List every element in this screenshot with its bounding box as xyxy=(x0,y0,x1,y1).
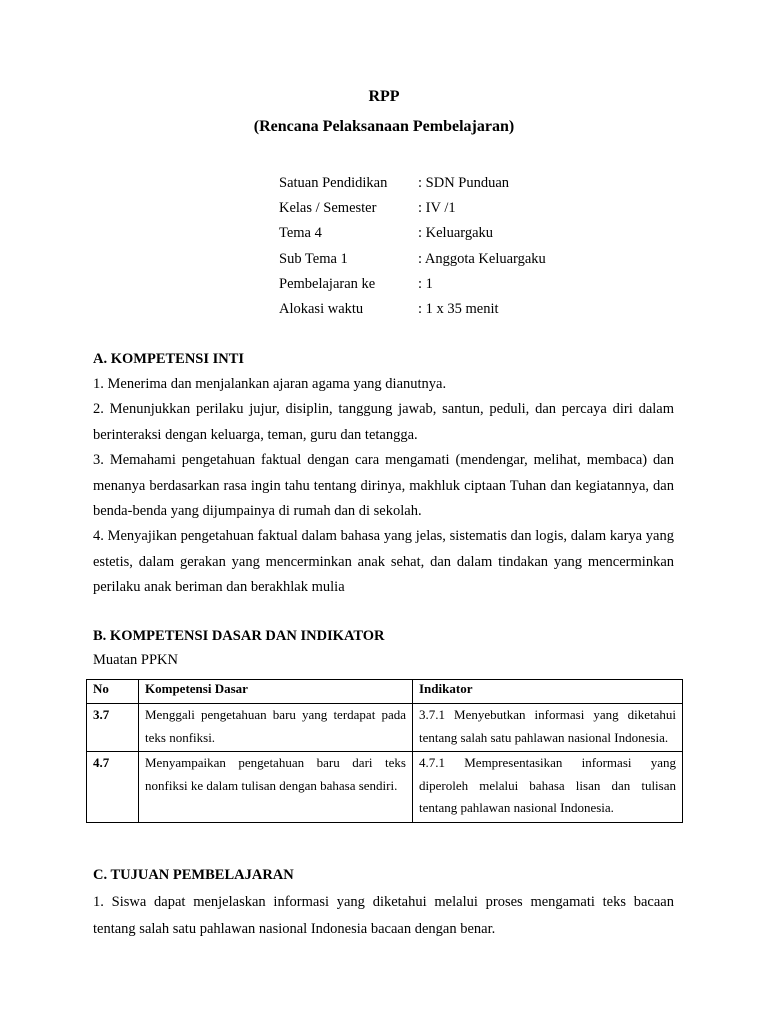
section-b-heading: B. KOMPETENSI DASAR DAN INDIKATOR xyxy=(93,628,385,644)
kompetensi-dasar-table xyxy=(86,679,683,823)
kompetensi-inti-list xyxy=(93,372,674,601)
identity-label: Kelas / Semester xyxy=(279,200,377,217)
identity-row xyxy=(279,300,699,325)
table-row xyxy=(87,704,683,752)
identity-label: Tema 4 xyxy=(279,225,322,242)
document-subtitle: (Rencana Pelaksanaan Pembelajaran) xyxy=(253,118,515,135)
identity-label: Alokasi waktu xyxy=(279,300,364,317)
column-header-kompetensi-dasar: Kompetensi Dasar xyxy=(139,680,413,704)
document-title: RPP xyxy=(368,88,400,105)
column-header-indikator: Indikator xyxy=(413,680,683,704)
tujuan-item: 1. Siswa dapat menjelaskan informasi yang diketahui melalui proses mengamati teks bacaan tentang salah satu pahlawan nasional Indonesia bacaan dengan benar. xyxy=(93,894,674,937)
cell-kompetensi-dasar: Menyampaikan pengetahuan baru dari teks nonfiksi ke dalam tulisan dengan bahasa sendiri. xyxy=(139,752,413,823)
cell-kompetensi-dasar: Menggali pengetahuan baru yang terdapat pada teks nonfiksi. xyxy=(139,704,413,752)
table-row xyxy=(87,752,683,823)
kompetensi-inti-item: 2. Menunjukkan perilaku jujur, disiplin, tanggung jawab, santun, peduli, dan percaya diri dalam berinteraksi dengan keluarga, teman, guru dan tetangga. xyxy=(93,401,674,443)
identity-row xyxy=(279,199,699,224)
kompetensi-inti-item: 1. Menerima dan menjalankan ajaran agama yang dianutnya. xyxy=(93,376,447,392)
identity-label: Sub Tema 1 xyxy=(279,250,348,267)
cell-no: 4.7 xyxy=(87,752,139,823)
identity-value: : Anggota Keluargaku xyxy=(418,250,546,267)
section-a-heading: A. KOMPETENSI INTI xyxy=(93,351,245,367)
identity-block xyxy=(279,174,699,325)
kompetensi-inti-item: 4. Menyajikan pengetahuan faktual dalam bahasa yang jelas, sistematis dan logis, dalam karya yang estetis, dalam gerakan yang mencerminkan anak sehat, dan dalam tindakan yang mencerminkan perilaku anak beriman dan berakhlak mulia xyxy=(93,528,674,596)
identity-row xyxy=(279,174,699,199)
cell-indikator: 4.7.1 Mempresentasikan informasi yang diperoleh melalui bahasa lisan dan tulisan tentang pahlawan nasional Indonesia. xyxy=(413,752,683,823)
cell-indikator: 3.7.1 Menyebutkan informasi yang diketahui tentang salah satu pahlawan nasional Indonesia. xyxy=(413,704,683,752)
identity-row xyxy=(279,275,699,300)
identity-value: : IV /1 xyxy=(418,200,456,217)
identity-label: Pembelajaran ke xyxy=(279,275,376,292)
identity-row xyxy=(279,250,699,275)
subject-label: Muatan PPKN xyxy=(93,652,178,668)
identity-value: : SDN Punduan xyxy=(418,175,510,191)
cell-no: 3.7 xyxy=(87,704,139,752)
kompetensi-inti-item: 3. Memahami pengetahuan faktual dengan cara mengamati (mendengar, melihat, membaca) dan menanya berdasarkan rasa ingin tahu tentang dirinya, makhluk ciptaan Tuhan dan kegiatannya, dan benda-benda yang dijumpainya di rumah dan di sekolah. xyxy=(93,452,674,520)
identity-row xyxy=(279,224,699,249)
column-header-no: No xyxy=(87,680,139,704)
identity-value: : 1 xyxy=(418,275,433,292)
section-c-heading: C. TUJUAN PEMBELAJARAN xyxy=(93,867,294,883)
identity-value: : Keluargaku xyxy=(418,225,494,242)
table-header-row xyxy=(87,680,683,704)
identity-label: Satuan Pendidikan xyxy=(279,175,388,191)
identity-value: : 1 x 35 menit xyxy=(418,300,499,317)
